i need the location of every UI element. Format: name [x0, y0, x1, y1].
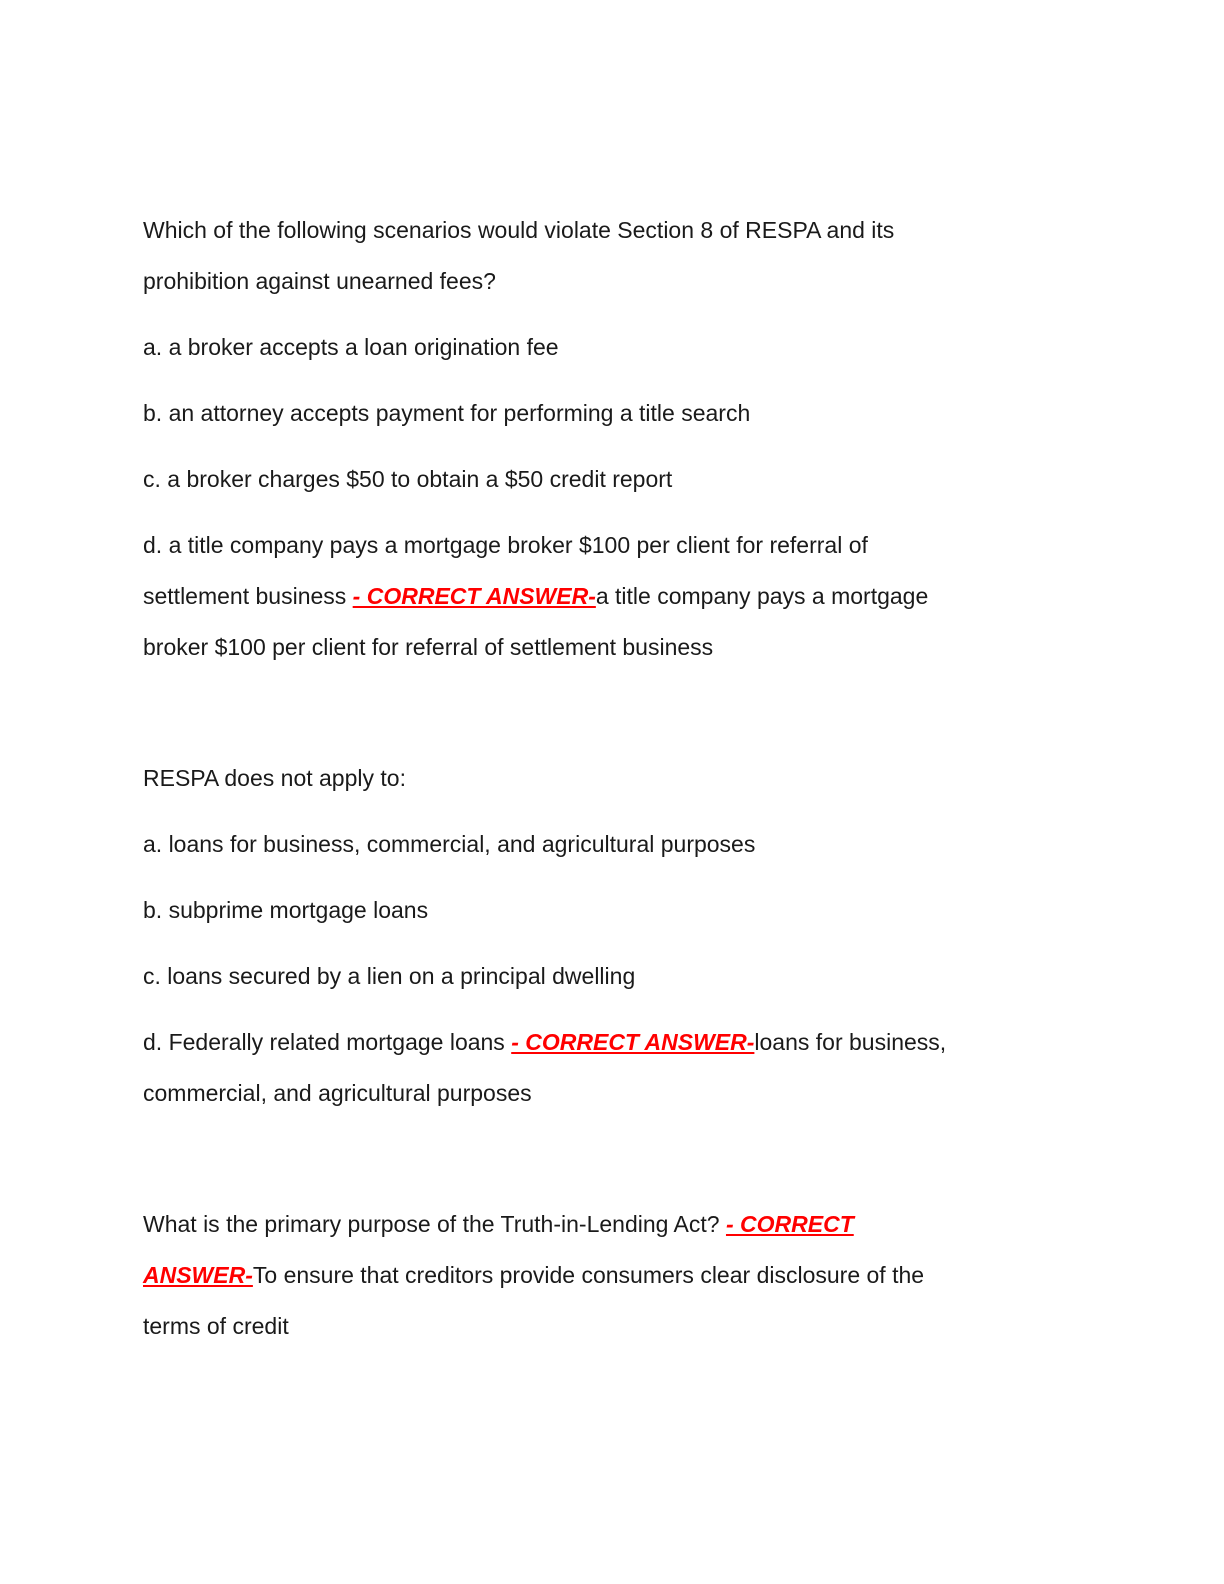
correct-answer-marker: - CORRECT ANSWER-: [511, 1029, 755, 1055]
correct-answer-text: a title company pays a mortgage: [595, 583, 929, 609]
question-block-3: [143, 1199, 1053, 1352]
question-block-2: [143, 753, 1053, 1119]
correct-answer-text: broker $100 per client for referral of settlement business: [143, 634, 714, 660]
correct-answer-marker: - CORRECT ANSWER-: [352, 583, 596, 609]
option-text: d. Federally related mortgage loans: [143, 1029, 512, 1055]
option-text: settlement business: [143, 583, 353, 609]
correct-answer-marker: - CORRECT: [725, 1211, 854, 1237]
question-text-inline: What is the primary purpose of the Truth-in-Lending Act?: [143, 1211, 726, 1237]
correct-answer-text: commercial, and agricultural purposes: [143, 1080, 532, 1106]
answer-option-b: b. an attorney accepts payment for performing a title search: [143, 400, 751, 426]
correct-answer-text: loans for business,: [754, 1029, 947, 1055]
answer-option-a: a. a broker accepts a loan origination fee: [143, 334, 559, 360]
question-text: [143, 1199, 1053, 1250]
question-text: prohibition against unearned fees?: [143, 268, 496, 294]
answer-option-d-continued: [143, 571, 1053, 622]
correct-answer-marker: ANSWER-: [143, 1262, 253, 1288]
correct-answer-text: terms of credit: [143, 1313, 289, 1339]
correct-answer-text: To ensure that creditors provide consumers clear disclosure of the: [252, 1262, 925, 1288]
question-text: Which of the following scenarios would violate Section 8 of RESPA and its: [143, 217, 895, 243]
answer-option-c: c. loans secured by a lien on a principal dwelling: [143, 963, 636, 989]
answer-option-d: d. a title company pays a mortgage broker $100 per client for referral of: [143, 532, 868, 558]
question-block-1: [143, 205, 1053, 673]
answer-option-b: b. subprime mortgage loans: [143, 897, 429, 923]
document-page: [143, 205, 1053, 1352]
answer-option-a: a. loans for business, commercial, and agricultural purposes: [143, 831, 756, 857]
correct-answer-line: [143, 1250, 1053, 1301]
answer-option-c: c. a broker charges $50 to obtain a $50 credit report: [143, 466, 673, 492]
answer-option-d: [143, 1017, 1053, 1068]
question-text: RESPA does not apply to:: [143, 765, 406, 791]
